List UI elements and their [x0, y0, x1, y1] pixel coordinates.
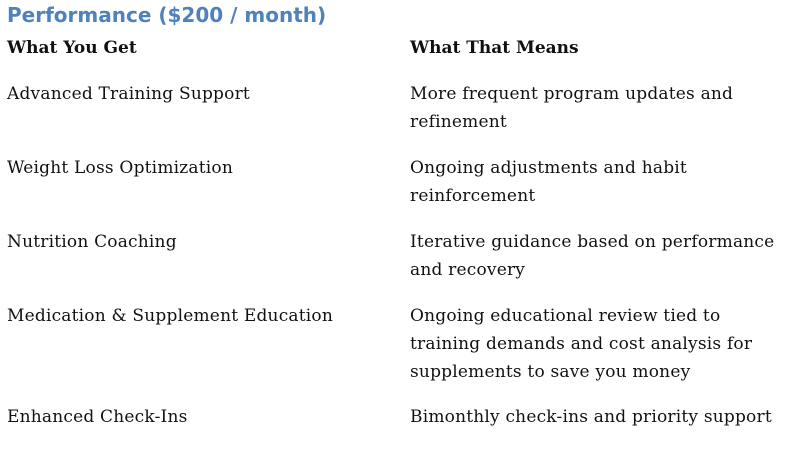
feature-name: Enhanced Check-Ins: [7, 407, 188, 427]
column-header-what-that-means: What That Means: [410, 38, 579, 58]
feature-name: Medication & Supplement Education: [7, 306, 334, 326]
plan-title: Performance ($200 / month): [7, 3, 327, 27]
feature-name: Weight Loss Optimization: [7, 158, 234, 178]
feature-description: More frequent program updates and refinement: [410, 84, 734, 132]
feature-description: Ongoing adjustments and habit reinforcement: [410, 158, 687, 206]
feature-name: Nutrition Coaching: [7, 232, 177, 252]
feature-name: Advanced Training Support: [7, 84, 250, 104]
feature-description: Ongoing educational review tied to training demands and cost analysis for supplements to save you money: [410, 306, 753, 382]
feature-description: Iterative guidance based on performance and recovery: [410, 232, 775, 280]
column-header-what-you-get: What You Get: [7, 38, 137, 58]
feature-description: Bimonthly check-ins and priority support: [410, 407, 772, 427]
